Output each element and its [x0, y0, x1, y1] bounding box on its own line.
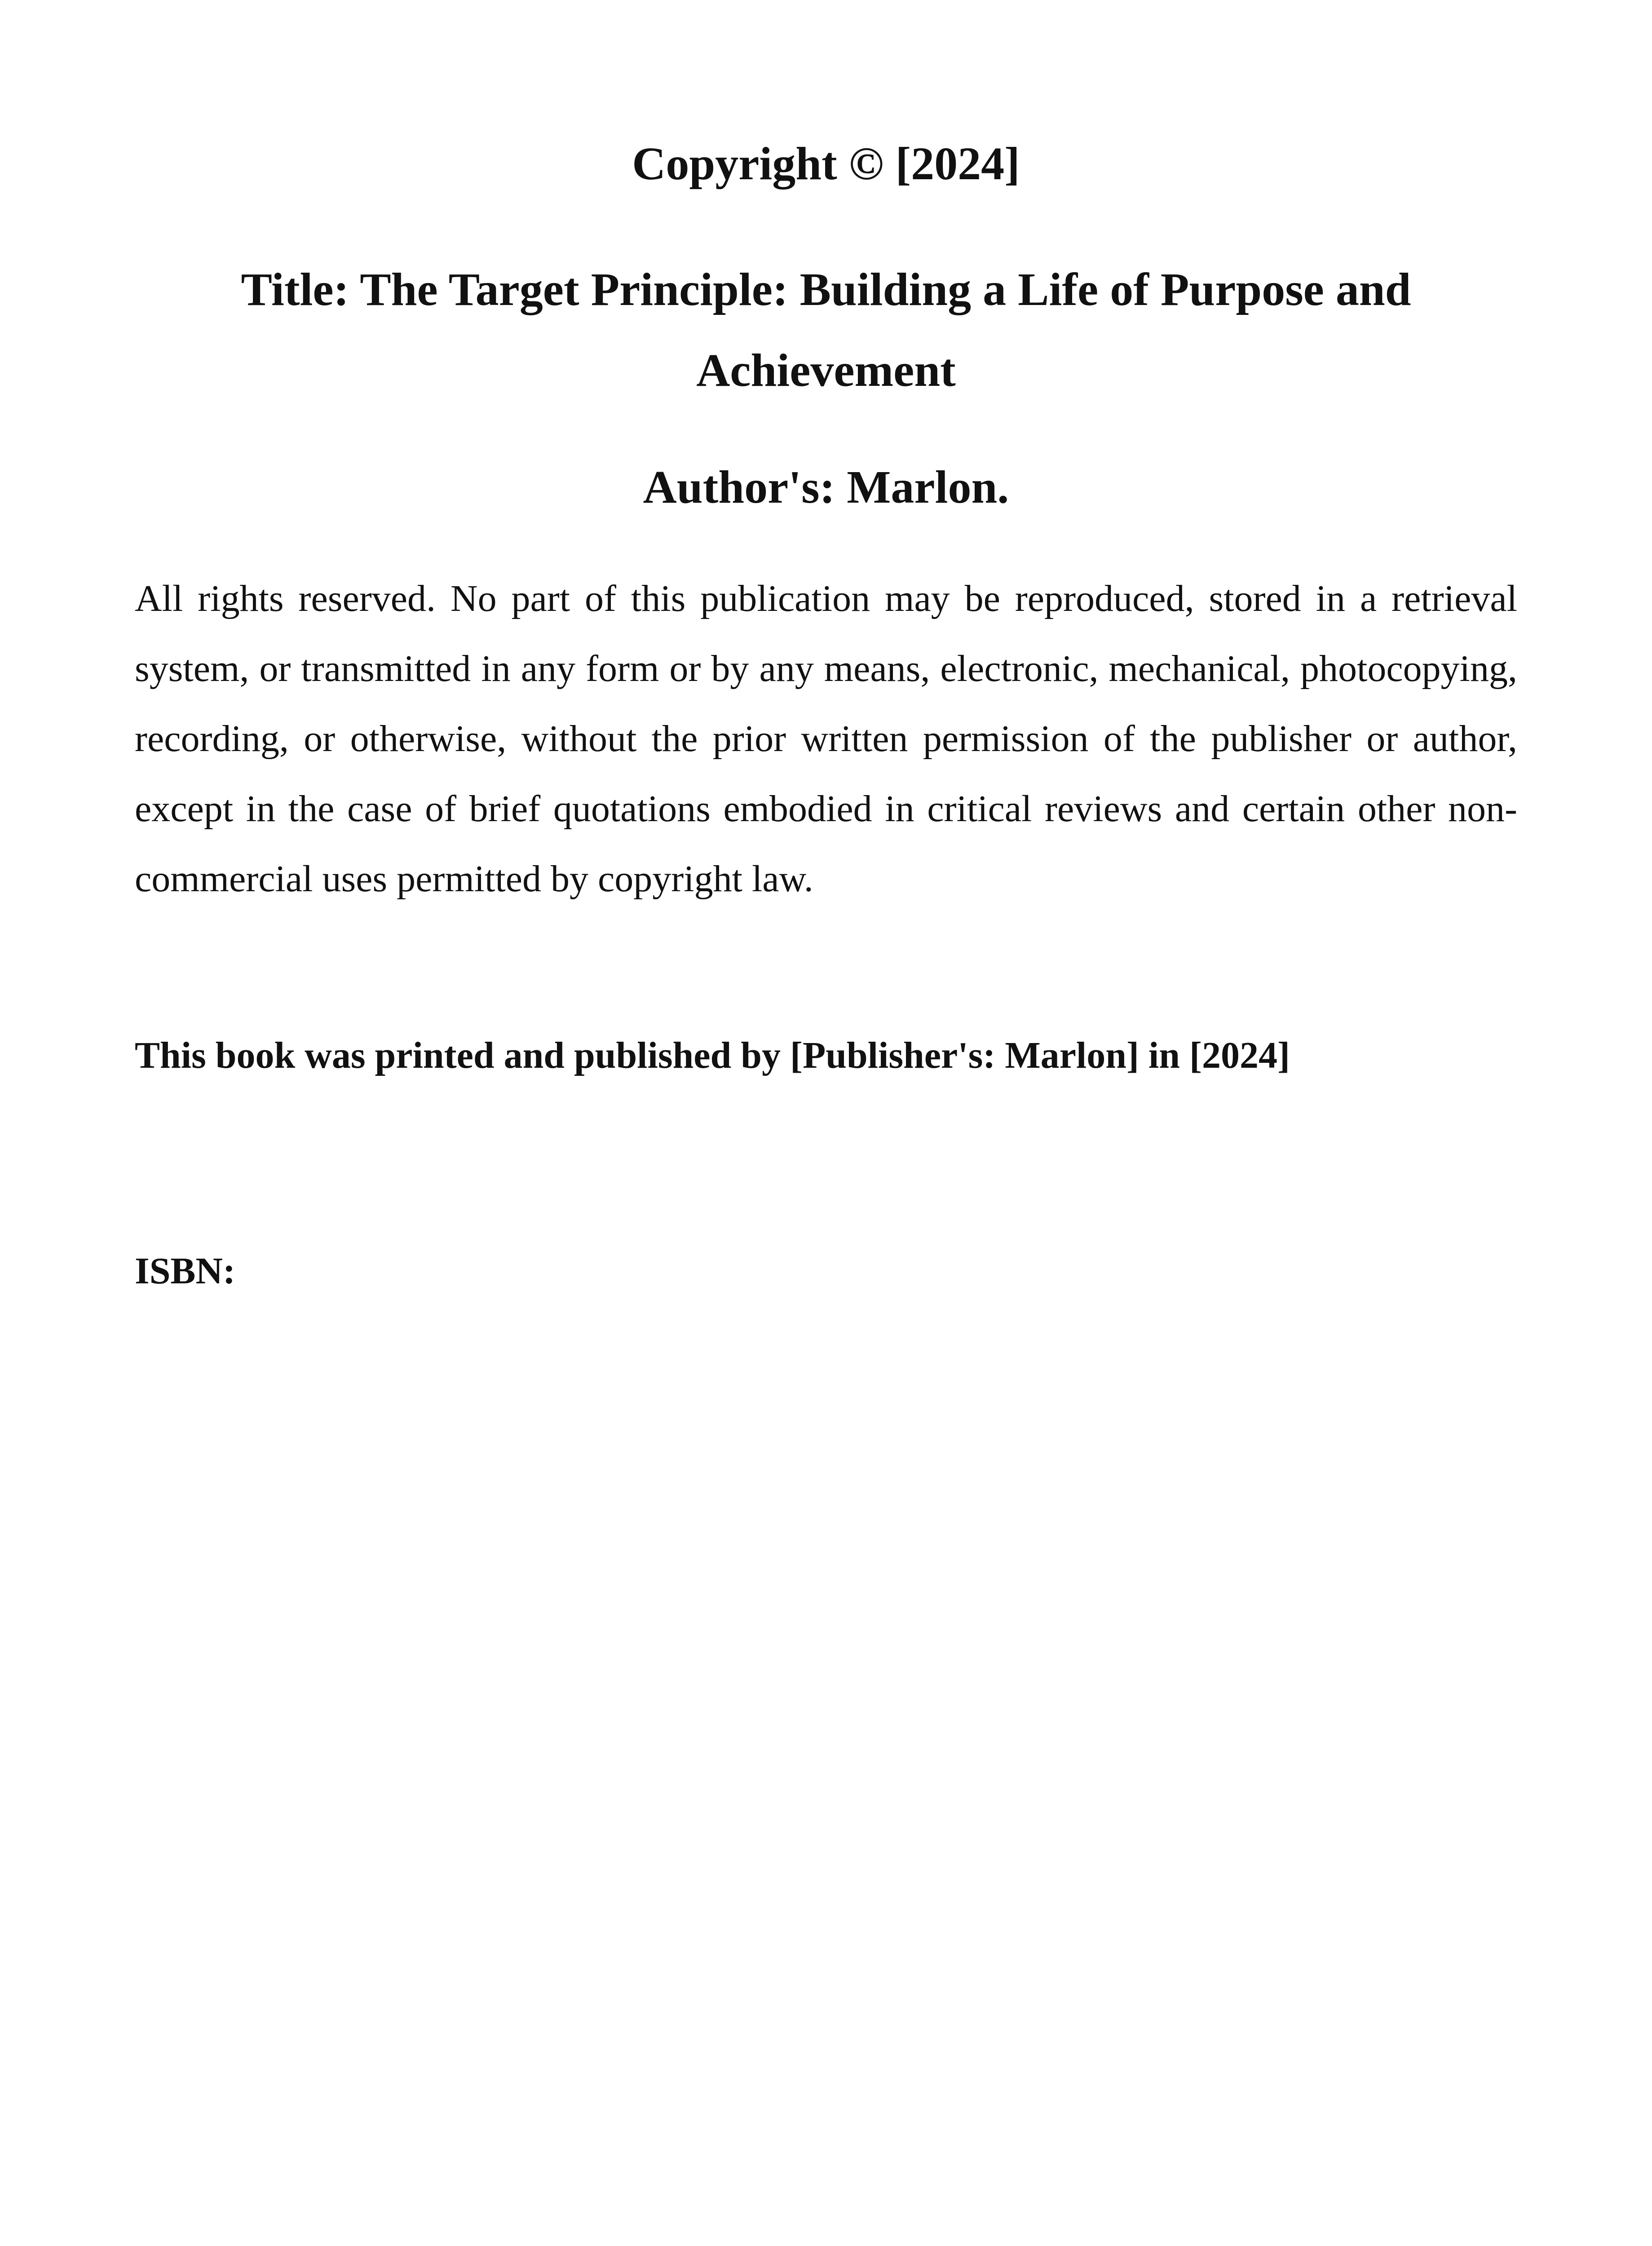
book-title-heading: Title: The Target Principle: Building a Life of Purpose and Achievement	[241, 264, 1411, 396]
author-heading: Author's: Marlon.	[643, 461, 1009, 513]
rights-reserved-paragraph: All rights reserved. No part of this publication may be reproduced, stored in a retrieval system, or transmitted in any form or by any means, electronic, mechanical, photocopying, recording, or otherwise, without the prior written permission of the publisher or author, except in the case of brief quotations embodied in critical reviews and certain other non-commercial uses permitted by copyright law.	[135, 578, 1517, 900]
publisher-statement: This book was printed and published by [Publisher's: Marlon] in [2024]	[135, 1035, 1290, 1076]
isbn-label: ISBN:	[135, 1250, 236, 1292]
copyright-heading: Copyright © [2024]	[632, 138, 1020, 190]
